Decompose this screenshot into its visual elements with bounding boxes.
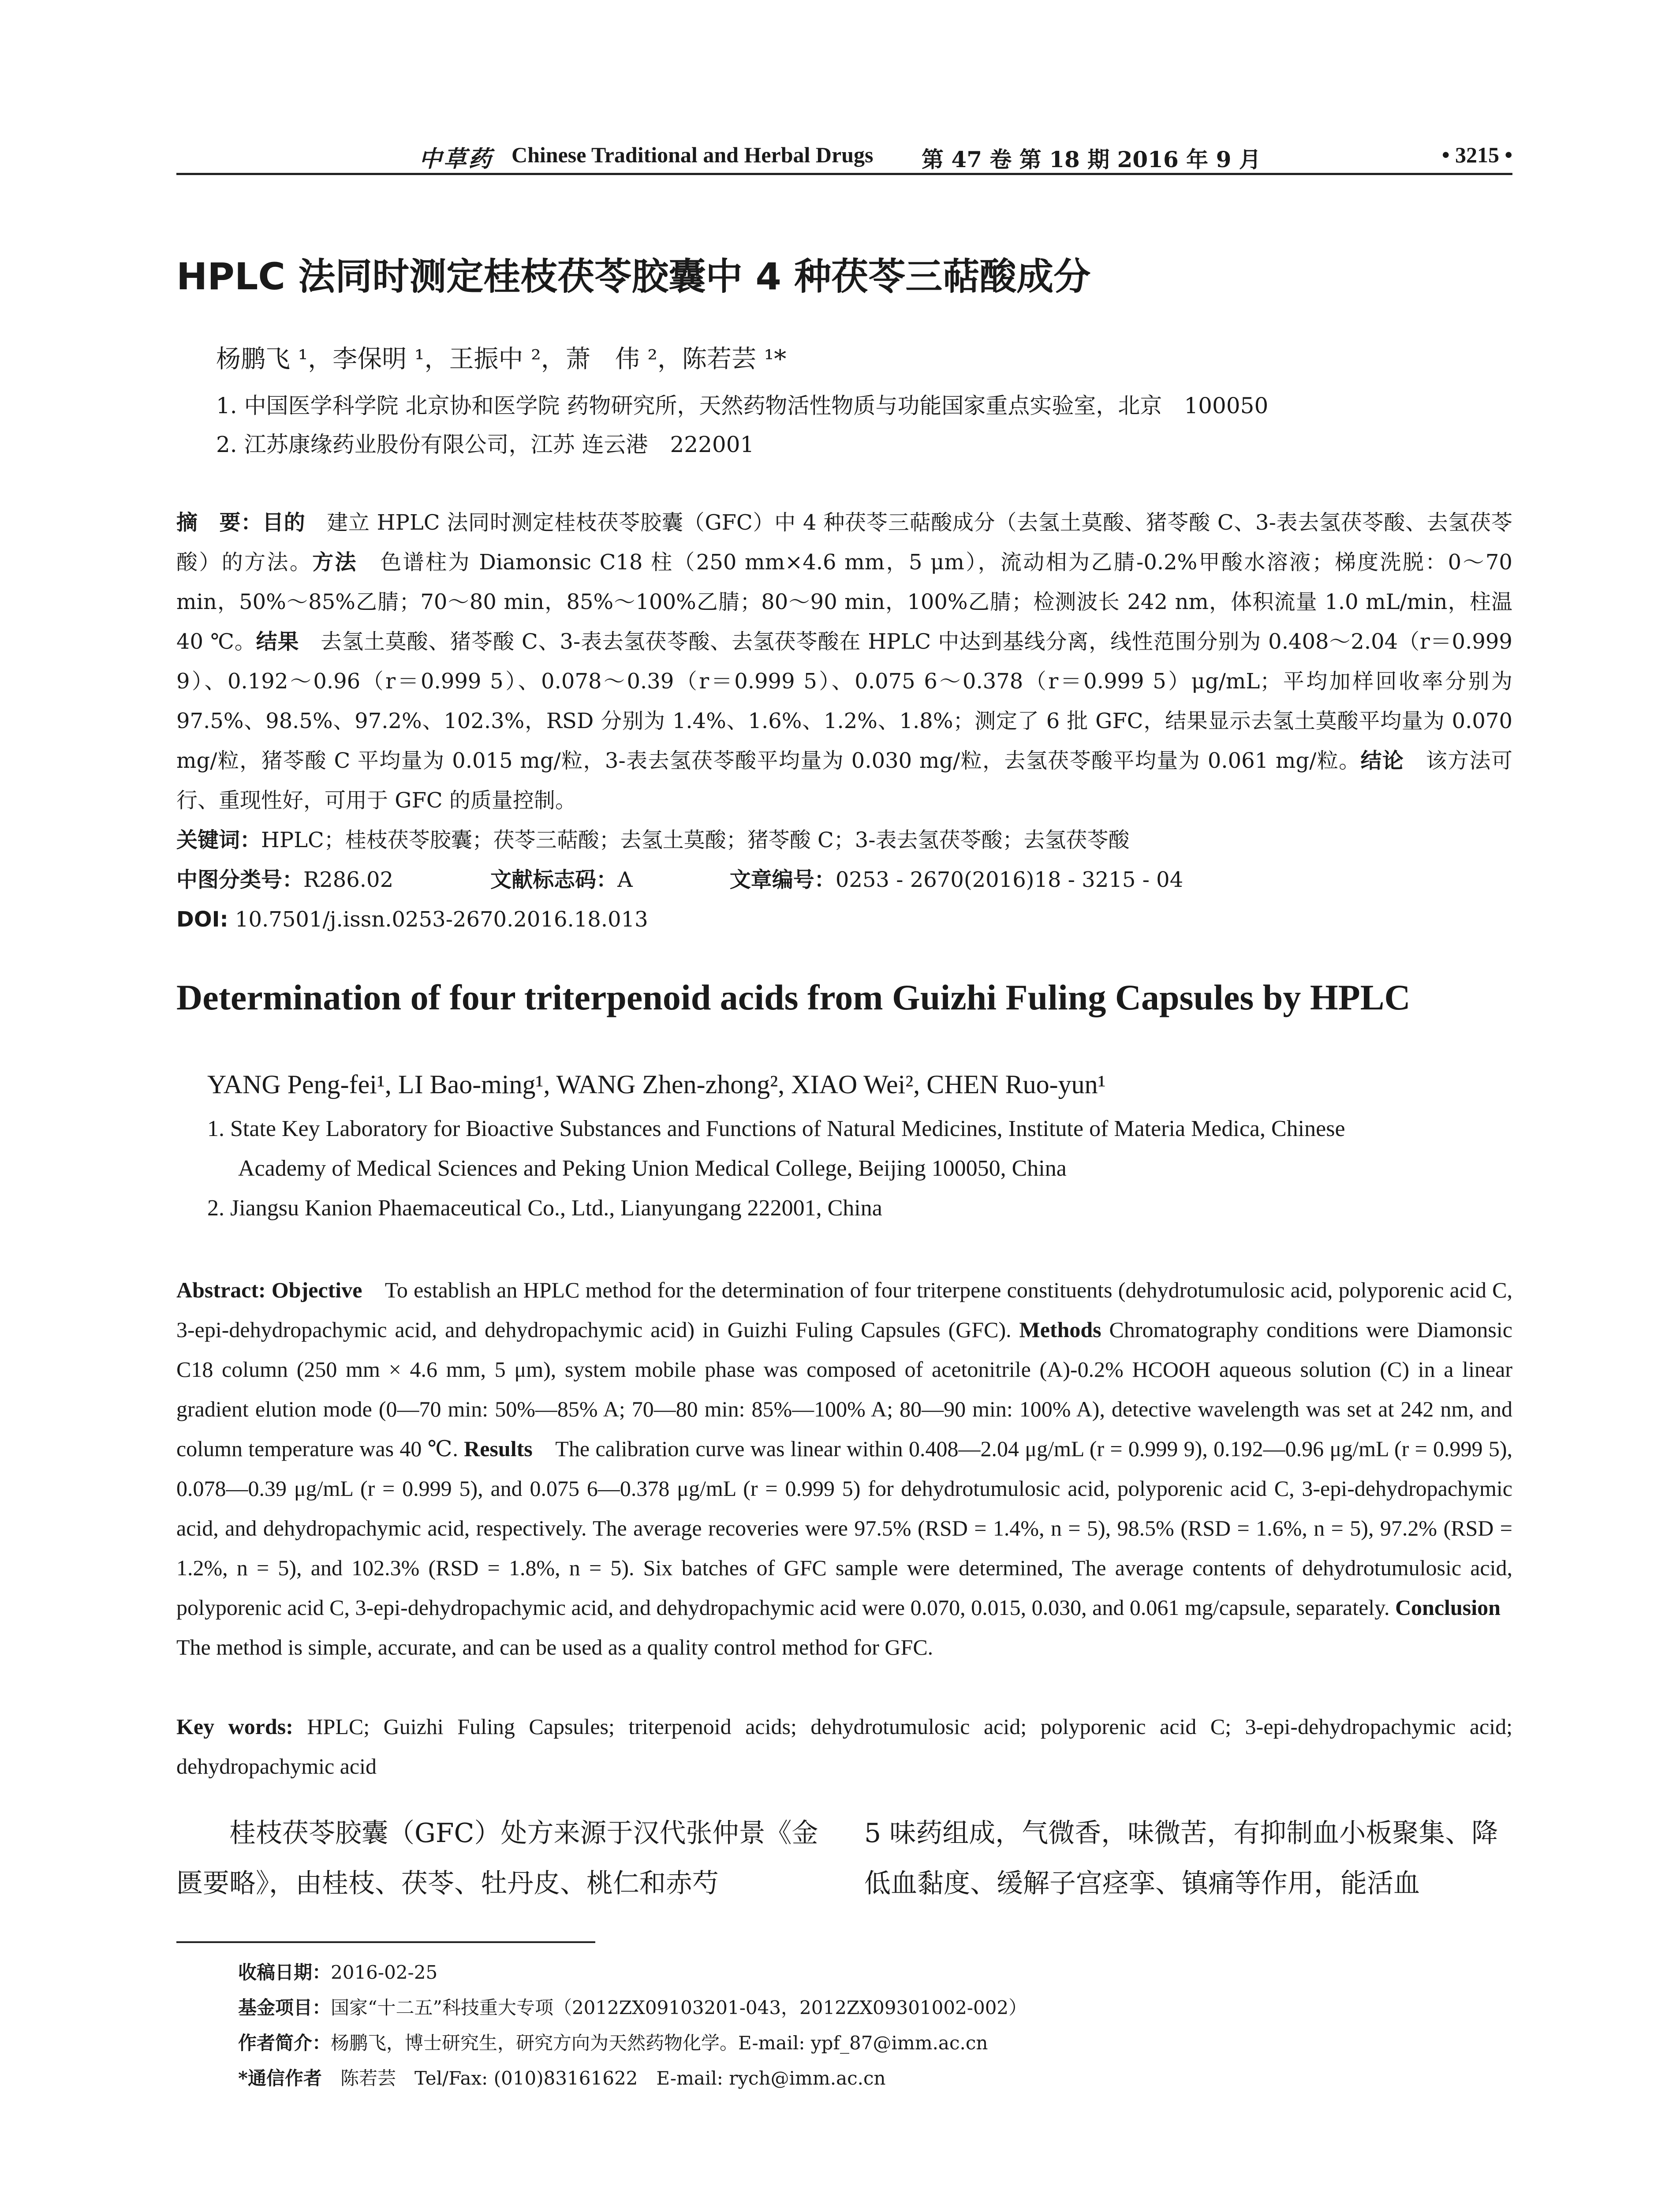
- affiliation-en-2: 2. Jiangsu Kanion Phaemaceutical Co., Ltd., Lianyungang 222001, China: [207, 1196, 882, 1221]
- results-cn: 去氢土莫酸、猪苓酸 C、3-表去氢茯苓酸、去氢茯苓酸在 HPLC 中达到基线分离，线性范围分别为 0.408～2.04（r＝0.999 9）、0.192～0.96（r＝0.999 5）、0.078～0.39（r＝0.999 5）、0.075 6～0.378（r＝0.999 5）μg/mL；平均加样回收率分别为 97.5%、98.5%、97.2%、102.3%，RSD 分别为 1.4%、1.6%、1.2%、1.8%；测定了 6 批 GFC，结果显示去氢土莫酸平均量为 0.070 mg/粒，猪苓酸 C 平均量为 0.015 mg/粒，3-表去氢茯苓酸平均量为 0.030 mg/粒，去氢茯苓酸平均量为 0.061 mg/粒。: [176, 629, 1512, 773]
- title-en: Determination of four triterpenoid acids from Guizhi Fuling Capsules by HPLC: [176, 977, 1411, 1017]
- results-en: The calibration curve was linear within 0.408—2.04 μg/mL (r = 0.999 9), 0.192—0.96 μg/mL (r = 0.999 5), 0.078—0.39 μg/mL (r = 0.999 5), and 0.075 6—0.378 μg/mL (r = 0.999 5) for dehydrotumulosic acid, polyporenic acid C, 3-epi-dehydropachymic acid, and dehydropachymic acid, respectively. The average recoveries were 97.5% (RSD = 1.4%, n = 5), 98.5% (RSD = 1.6%, n = 5), 97.2% (RSD = 1.2%, n = 5), and 102.3% (RSD = 1.8%, n = 5). Six batches of GFC sample were determined, The average contents of dehydrotumulosic acid, polyporenic acid C, 3-epi-dehydropachymic acid, and dehydropachymic acid were 0.070, 0.015, 0.030, and 0.061 mg/capsule, separately.: [176, 1436, 1512, 1620]
- footnote-rule: [176, 1941, 595, 1943]
- abstract-en: [176, 1270, 1523, 1667]
- keywords-cn-label: 关键词：: [176, 828, 261, 852]
- authors-cn: 杨鹏飞 ¹，李保明 ¹，王振中 ²，萧 伟 ²，陈若芸 ¹*: [216, 345, 787, 374]
- page-number: • 3215 •: [1441, 142, 1512, 167]
- abstract-cn-label: 摘 要：: [176, 510, 262, 535]
- objective-en: To establish an HPLC method for the determination of four triterpene constituents (dehydrotumulosic acid, polyporenic acid C, 3-epi-dehydropachymic acid, and dehydropachymic acid) in Guizhi Fuling Capsules (GFC).: [176, 1278, 1512, 1342]
- methods-cn: 色谱柱为 Diamonsic C18 柱（250 mm×4.6 mm，5 μm），流动相为乙腈-0.2%甲酸水溶液；梯度洗脱：0～70 min，50%～85%乙腈；70～80 min，85%～100%乙腈；80～90 min，100%乙腈；检测波长 242 nm，体积流量 1.0 mL/min，柱温 40 ℃。: [176, 550, 1512, 654]
- footnote-author-bio: 作者简介：杨鹏飞，博士研究生，研究方向为天然药物化学。E-mail: ypf_87@imm.ac.cn: [238, 2032, 988, 2054]
- doi-value: 10.7501/j.issn.0253-2670.2016.18.013: [228, 907, 648, 932]
- affiliation-cn-1: 1. 中国医学科学院 北京协和医学院 药物研究所，天然药物活性物质与功能国家重点实验室，北京 100050: [216, 393, 1269, 419]
- clc-value: R286.02: [303, 867, 394, 892]
- article-no-value: 0253 - 2670(2016)18 - 3215 - 04: [835, 867, 1183, 892]
- journal-logo: 中草药: [419, 147, 493, 172]
- methods-label-en: Methods: [1019, 1317, 1101, 1342]
- methods-label-cn: 方法: [312, 550, 358, 575]
- keywords-cn: [176, 820, 1512, 860]
- body-column-left: 桂枝茯苓胶囊（GFC）处方来源于汉代张仲景《金匮要略》，由桂枝、茯苓、牡丹皮、桃仁和赤芍: [176, 1818, 818, 1899]
- conclusion-label-cn: 结论: [1360, 748, 1404, 773]
- affiliation-cn-2: 2. 江苏康缘药业股份有限公司，江苏 连云港 222001: [216, 432, 754, 457]
- clc-label: 中图分类号：: [176, 867, 304, 892]
- conclusion-en: The method is simple, accurate, and can be used as a quality control method for GFC.: [176, 1595, 1523, 1659]
- methods-en: Chromatography conditions were Diamonsic C18 column (250 mm × 4.6 mm, 5 μm), system mobile phase was composed of acetonitrile (A)-0.2% HCOOH aqueous solution (C) in a linear gradient elution mode (0—70 min: 50%—85% A; 70—80 min: 85%—100% A; 80—90 min: 100% A), detective wavelength was set at 242 nm, and column temperature was 40 ℃.: [176, 1317, 1512, 1461]
- keywords-en-text: HPLC; Guizhi Fuling Capsules; triterpenoid acids; dehydrotumulosic acid; polyporenic acid C; 3-epi-dehydropachymic acid; dehydropachymic acid: [176, 1714, 1512, 1779]
- body-column-right: 5 味药组成，气微香，味微苦，有抑制血小板聚集、降低血黏度、缓解子宫痉挛、镇痛等作用，能活血: [864, 1818, 1498, 1899]
- journal-name: Chinese Traditional and Herbal Drugs: [511, 142, 874, 167]
- article-no-label: 文章编号：: [729, 867, 836, 892]
- abstract-cn: [176, 503, 1512, 820]
- doc-code-value: A: [617, 867, 633, 892]
- footnote-funding: 基金项目：国家“十二五”科技重大专项（2012ZX09103201-043，2012ZX09301002-002）: [238, 1997, 1027, 2018]
- keywords-en-label: Key words:: [176, 1714, 293, 1739]
- keywords-en: [176, 1707, 1512, 1786]
- running-header: [176, 140, 1512, 172]
- authors-en: YANG Peng-fei¹, LI Bao-ming¹, WANG Zhen-zhong², XIAO Wei², CHEN Ruo-yun¹: [207, 1070, 1106, 1099]
- objective-cn: 建立 HPLC 法同时测定桂枝茯苓胶囊（GFC）中 4 种茯苓三萜酸成分（去氢土莫酸、猪苓酸 C、3-表去氢茯苓酸、去氢茯苓酸）的方法。: [176, 510, 1512, 575]
- affiliation-en-1: 1. State Key Laboratory for Bioactive Substances and Functions of Natural Medicines, Institute of Materia Medica, Chinese: [207, 1116, 1345, 1141]
- header-rule: [176, 173, 1512, 175]
- doi-label: DOI:: [176, 907, 228, 932]
- keywords-cn-text: HPLC；桂枝茯苓胶囊；茯苓三萜酸；去氢土莫酸；猪苓酸 C；3-表去氢茯苓酸；去氢茯苓酸: [261, 828, 1130, 852]
- abstract-en-label: Abstract: Objective: [176, 1278, 362, 1302]
- results-label-cn: 结果: [256, 629, 299, 654]
- objective-label-cn: 目的: [262, 510, 306, 535]
- footnote-received: 收稿日期：2016-02-25: [238, 1962, 438, 1983]
- doi-line: [176, 900, 1512, 939]
- doc-code-label: 文献标志码：: [490, 867, 618, 892]
- affiliation-en-1b: Academy of Medical Sciences and Peking Union Medical College, Beijing 100050, China: [238, 1156, 1067, 1181]
- journal-issue: 第 47 卷 第 18 期 2016 年 9 月: [922, 146, 1261, 172]
- title-cn: HPLC 法同时测定桂枝茯苓胶囊中 4 种茯苓三萜酸成分: [176, 255, 1091, 298]
- results-label-en: Results: [464, 1436, 533, 1461]
- footnote-corresponding: *通信作者 陈若芸 Tel/Fax: (010)83161622 E-mail: rych@imm.ac.cn: [238, 2067, 886, 2089]
- conclusion-label-en: Conclusion: [1395, 1595, 1501, 1620]
- conclusion-cn: 该方法可行、重现性好，可用于 GFC 的质量控制。: [176, 748, 1512, 813]
- classification-line: [176, 860, 1512, 900]
